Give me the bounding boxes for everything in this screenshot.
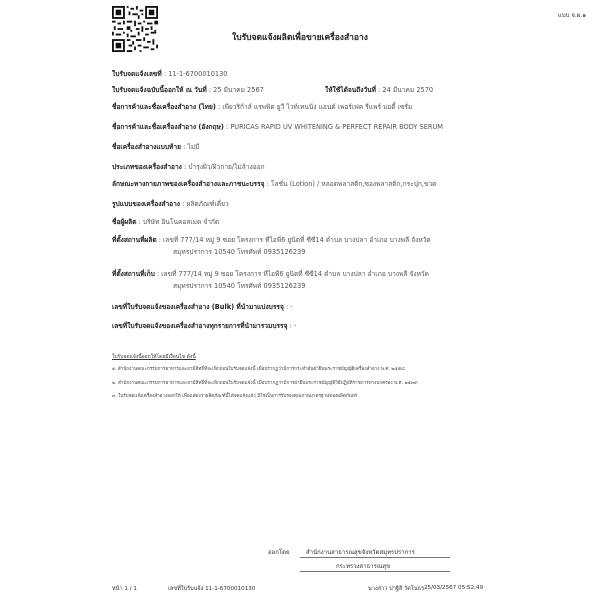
field-label: ให้ใช้ได้จนถึงวันที่: [325, 86, 376, 94]
field-notification-no: [112, 70, 228, 79]
field-cosmetic-type: [112, 163, 265, 172]
field-label: เลขที่ใบรับจดแจ้งของเครื่องสำอาง (Bulk) ที่นำมาแบ่งบรรจุ: [112, 303, 284, 311]
field-issue-date: [112, 86, 264, 95]
condition-item: ๒. สำนักงานคณะกรรมการอาหารและยามีสิทธิ์ที่จะเพิกถอนใบรับจดแจ้งนี้ เมื่อปรากฏว่ามีการฝ่าฝืนพระราชบัญญัติวิธีปฏิบัติราชการทางปกครอง พ.ศ. ๒๕๓๙: [112, 381, 418, 386]
field-value: : 24 มีนาคม 2570: [378, 86, 434, 94]
field-label: ใบรับจดแจ้งฉบับนี้ออกให้ ณ วันที่: [112, 86, 207, 94]
field-value: : โลชั่น (Lotion) / หลอดพลาสติก,ซองพลาสติก,กระปุก,ขวด: [266, 180, 437, 188]
field-manufacturer: [112, 218, 219, 227]
field-value: : บริษัท อินโนคอสเมด จำกัด: [138, 218, 220, 226]
field-value: : บำรุงผิว/ผิวกาย/ไม่ล้างออก: [184, 163, 265, 171]
print-timestamp: 25/03/2567 05:52:49: [424, 585, 484, 591]
field-value: : เลขที่ 777/14 หมู่ 9 ซอย โครงการ ทีไอพี6 ยูนิตที่ ซีซี14 ตำบล บางปลา อำเภอ บางพลี จังหวัด: [158, 236, 431, 244]
footer-doc-number: เลขที่ใบรับแจ้ง 11-1-6700010130: [168, 586, 256, 592]
condition-item: ๑. สำนักงานคณะกรรมการอาหารและยามีสิทธิ์ที่จะเพิกถอนใบรับจดแจ้งนี้ เมื่อปรากฏว่ามีการกระทำอันฝ่าฝืนพระราชบัญญัติเครื่องสำอาง พ.ศ. ๒๕๕๘: [112, 367, 405, 372]
field-manufacturing-site: [112, 236, 431, 245]
conditions-heading: ใบรับจดแจ้งนี้ออกให้โดยมีเงื่อนไข ดังนี้: [112, 354, 196, 360]
field-label: ชื่อการค้าและชื่อเครื่องสำอาง (อังกฤษ): [112, 123, 224, 131]
field-label: ชื่อเครื่องสำอางแบบท้าย: [112, 143, 181, 151]
field-label: ประเภทของเครื่องสำอาง: [112, 163, 182, 171]
field-value: : PURICAS RAPID UV WHITENING & PERFECT REPAIR BODY SERUM: [226, 123, 443, 131]
field-product-format: [112, 200, 229, 209]
issuer-divider: [300, 571, 450, 572]
issuer-prefix: ออกโดย: [268, 549, 290, 556]
field-value: : -: [285, 303, 293, 311]
field-label: ชื่อการค้าและชื่อเครื่องสำอาง (ไทย): [112, 103, 216, 111]
field-label: ลักษณะทางกายภาพของเครื่องสำอางและภาชนะบรรจุ: [112, 180, 265, 188]
field-bulk-notification: [112, 303, 293, 312]
field-valid-until: [325, 86, 433, 95]
field-label: เลขที่ใบรับจดแจ้งของเครื่องสำอางทุกรายการที่นำมารวมบรรจุ: [112, 322, 288, 330]
field-label: ที่ตั้งสถานที่ผลิต: [112, 236, 157, 244]
field-label: ที่ตั้งสถานที่เก็บ: [112, 270, 155, 278]
qr-code: [112, 6, 158, 52]
field-value-continued: สมุทรปราการ 10540 โทรศัพท์ 0935126239: [173, 282, 306, 290]
field-trade-name-english: [112, 123, 443, 132]
field-storage-site: [112, 270, 429, 279]
field-value: : 25 มีนาคม 2567: [208, 86, 264, 94]
field-label: ชื่อผู้ผลิต: [112, 218, 137, 226]
field-label: รูปแบบของเครื่องสำอาง: [112, 200, 181, 208]
field-combined-notification: [112, 322, 296, 331]
condition-item: ๓. ใบรับจดแจ้งเครื่องสำอางออกให้ เพื่อแสดงว่าผลิตภัณฑ์นี้ได้จดแจ้งแล้ว มิใช่เป็นการรับรองคุณภาพมาตรฐานของผลิตภัณฑ์: [112, 394, 357, 399]
field-trade-name-thai: [112, 103, 412, 112]
page-number: หน้า 1 / 1: [112, 586, 137, 592]
field-value: : -: [289, 322, 297, 330]
issuer-divider: [300, 557, 450, 558]
issuer-block: [268, 547, 415, 570]
field-value: : ผลิตภัณฑ์เดี่ยว: [182, 200, 229, 208]
form-number: แบบ จ.ผ.๑: [557, 12, 586, 19]
field-value: : เพียวริก้าส์ แรพพิด ยูวี ไวท์เทนนิ่ง แอนด์ เพอร์เฟค รีแพร์ บอดี้ เซรั่ม: [218, 103, 413, 111]
field-value-continued: สมุทรปราการ 10540 โทรศัพท์ 0935126239: [173, 248, 306, 256]
field-value: : 11-1-6700010130: [163, 70, 228, 78]
field-physical-form: [112, 180, 436, 189]
field-variant-name: [112, 143, 199, 152]
officer-name: นางสาว ปาฐิสิ วัดโนธร: [368, 586, 425, 592]
issuer-ministry: กระทรวงสาธารณสุข: [336, 563, 391, 570]
field-value: : ไม่มี: [183, 143, 200, 151]
issuer-office: สำนักงานสาธารณสุขจังหวัดสมุทรปราการ: [306, 549, 415, 556]
document-title: ใบรับจดแจ้งผลิตเพื่อขายเครื่องสำอาง: [232, 33, 368, 43]
field-label: ใบรับจดแจ้งเลขที่: [112, 70, 162, 78]
field-value: : เลขที่ 777/14 หมู่ 9 ซอย โครงการ ทีไอพี6 ยูนิตที่ ซีซี14 ตำบล บางปลา อำเภอ บางพลี จังหวัด: [156, 270, 429, 278]
